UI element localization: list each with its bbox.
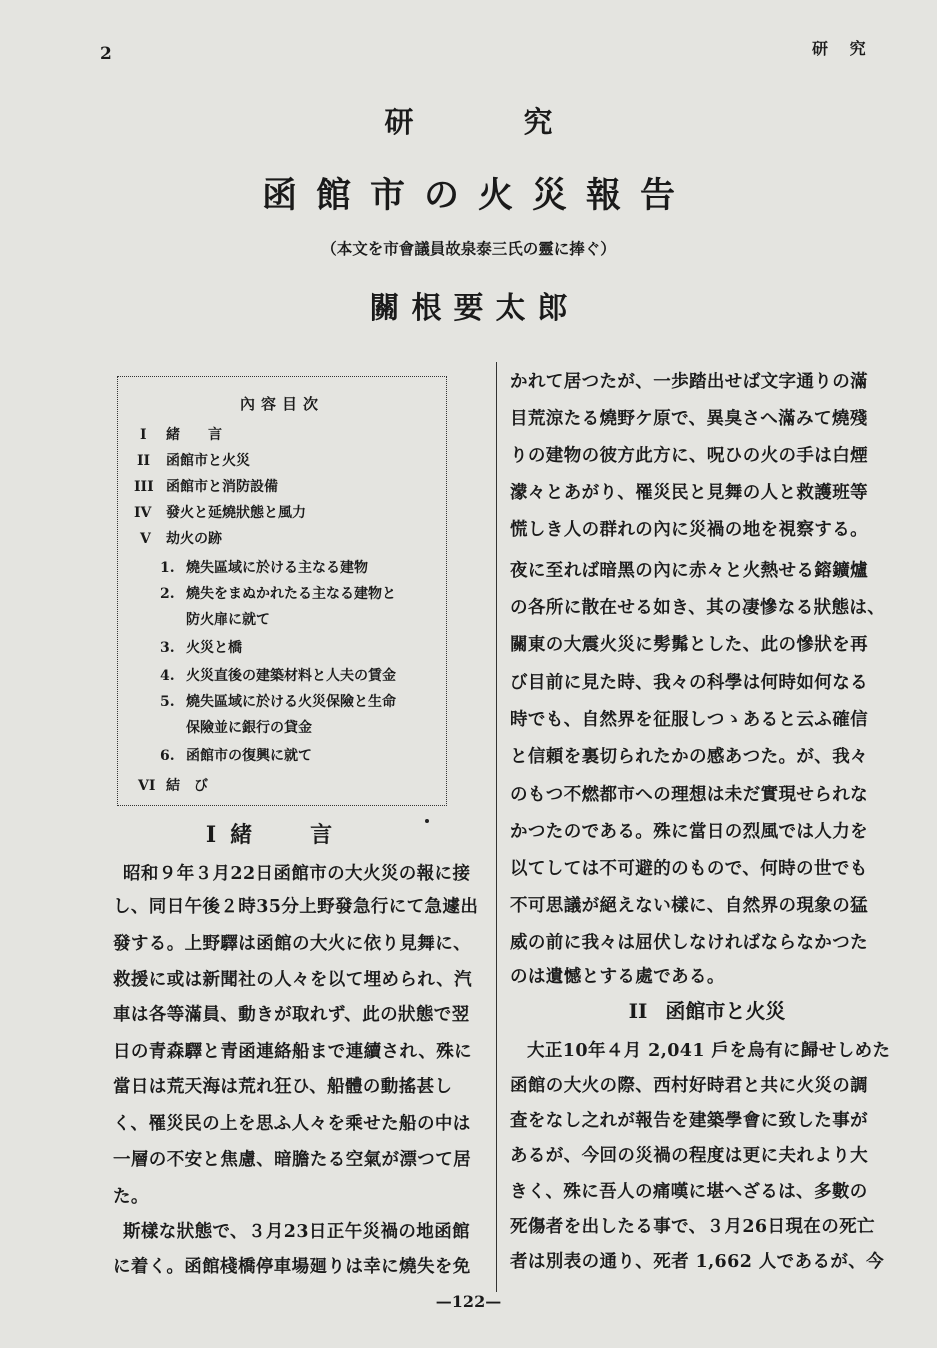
- body-text-line: に着く。函館棧橋停車場廻りは幸に燒失を免: [113, 1257, 471, 1277]
- body-text-line: 不可思議が絕えない樣に、自然界の現象の猛: [510, 896, 868, 916]
- section-heading-number: II: [628, 999, 648, 1023]
- body-text-line: のは遺憾とする處である。: [510, 967, 725, 987]
- toc-item-number: I: [140, 427, 147, 443]
- toc-item: [137, 450, 250, 470]
- toc-item-text: 保險並に銀行の貸金: [186, 720, 312, 736]
- toc-subitem: [160, 637, 242, 657]
- body-text-line: 夜に至れば暗黑の內に赤々と火熱せる鎔鑛爐: [510, 561, 868, 581]
- body-text-line: 日の青森驛と青函連絡船まで連續され、殊に: [113, 1042, 473, 1062]
- toc-item-text: 函館市の復興に就て: [186, 748, 312, 764]
- toc-item-text: 火災直後の建築材料と人夫の賃金: [186, 668, 396, 684]
- body-text-line: 慌しき人の群れの內に災禍の地を視察する。: [510, 520, 868, 540]
- body-text-line: 時でも、自然界を征服しつゝあると云ふ確信: [510, 710, 868, 730]
- toc-item-text: 緒 言: [166, 427, 222, 443]
- body-text-line: 斯樣な狀態で、３月23日正午災禍の地函館: [123, 1222, 471, 1242]
- section-heading-hakodate-fires: [497, 995, 917, 1024]
- toc-subitem: [160, 583, 396, 603]
- toc-item-number: 3.: [160, 640, 175, 656]
- author-name: 關根要太郎: [369, 291, 580, 326]
- toc-item-number: V: [140, 531, 151, 547]
- body-text-line: た。: [113, 1187, 149, 1207]
- body-text-line: のもつ不燃都市への理想は未だ實現せられな: [510, 785, 868, 805]
- toc-item-number: 6.: [160, 748, 175, 764]
- toc-item: [134, 502, 306, 522]
- page-number-footer: —122—: [435, 1292, 502, 1311]
- toc-item-text: 發火と延燒狀態と風力: [166, 505, 306, 521]
- column-divider: [496, 362, 497, 1292]
- body-text-line: かれて居つたが、一歩踏出せば文字通りの滿: [510, 372, 868, 392]
- body-text-line: きく、殊に吾人の痛嘆に堪へざるは、多數の: [510, 1182, 868, 1202]
- toc-item: [140, 424, 222, 444]
- body-text-line: 死傷者を出したる事で、３月26日現在の死亡: [510, 1217, 875, 1237]
- body-text-line: 車は各等滿員、動きが取れず、此の狀態で翌: [113, 1005, 470, 1025]
- toc-title: 內容目次: [239, 395, 324, 413]
- body-text-line: 函館の大火の際、西村好時君と共に火災の調: [510, 1076, 868, 1096]
- toc-item-number: 4.: [160, 668, 175, 684]
- toc-item-number: 1.: [160, 560, 175, 576]
- body-text-line: 目荒涼たる燒野ケ原で、異臭さへ滿みて燒殘: [510, 409, 868, 429]
- toc-subitem-continued: [186, 609, 270, 629]
- body-text-line: 一層の不安と焦慮、暗膽たる空氣が漂つて居: [113, 1150, 471, 1170]
- section-heading-title: 緒言: [230, 822, 391, 848]
- body-text-line: し、同日午後２時35分上野發急行にて急遽出: [113, 897, 479, 917]
- body-text-line: りの建物の彼方此方に、呪ひの火の手は白煙: [510, 446, 868, 466]
- toc-item-number: IV: [134, 505, 152, 521]
- toc-subitem: [160, 665, 396, 685]
- toc-item-text: 燒失區域に於ける主なる建物: [186, 560, 368, 576]
- toc-item-text: 火災と橋: [186, 640, 242, 656]
- toc-item: [134, 476, 278, 496]
- body-text-line: 發する。上野驛は函館の大火に依り見舞に、: [113, 934, 471, 954]
- body-text-line: 以てしては不可避的のもので、何時の世でも: [510, 859, 868, 879]
- body-text-line: 者は別表の通り、死者 1,662 人であるが、今: [510, 1252, 885, 1272]
- body-text-line: 大正10年４月 2,041 戶を烏有に歸せしめた: [527, 1041, 891, 1061]
- body-text-line: 濛々とあがり、罹災民と見舞の人と救護班等: [510, 483, 868, 503]
- section-heading-introduction: [113, 818, 483, 849]
- body-text-line: あるが、今回の災禍の程度は更に夫れより大: [510, 1146, 868, 1166]
- toc-item-number: 5.: [160, 694, 175, 710]
- toc-item: [138, 775, 208, 795]
- dedication: （本文を市會議員故泉泰三氏の靈に捧ぐ）: [321, 239, 616, 258]
- toc-subitem: [160, 557, 368, 577]
- body-text-line: の各所に散在せる如き、其の凄慘なる狀態は、: [510, 598, 886, 618]
- body-text-line: と信頼を裏切られたかの感あつた。が、我々: [510, 747, 868, 767]
- toc-item-text: 燒失をまぬかれたる主なる建物と: [186, 586, 396, 602]
- main-title: 函館市の火災報告: [261, 175, 694, 216]
- running-head: 研 究: [812, 39, 874, 58]
- section-title: 研究: [384, 105, 663, 139]
- toc-item: [140, 528, 222, 548]
- body-text-line: く、罹災民の上を思ふ人々を乘せた船の中は: [113, 1114, 471, 1134]
- body-text-line: 査をなし之れが報告を建築學會に致した事が: [510, 1111, 868, 1131]
- section-heading-title: 函館市と火災: [665, 999, 786, 1023]
- body-text-line: 救援に或は新聞社の人々を以て埋められ、汽: [113, 970, 473, 990]
- toc-subitem-continued: [186, 717, 312, 737]
- body-text-line: 昭和９年３月22日函館市の大火災の報に接: [123, 864, 471, 884]
- toc-item-text: 結 び: [166, 778, 208, 794]
- toc-item-number: II: [137, 453, 151, 469]
- table-of-contents: [117, 376, 447, 806]
- toc-item-text: 劫火の跡: [166, 531, 222, 547]
- toc-item-text: 防火扉に就て: [186, 612, 270, 628]
- page-number-top: 2: [100, 44, 112, 64]
- toc-subitem: [160, 745, 312, 765]
- body-text-line: 當日は荒天海は荒れ狂ひ、船體の動搖甚し: [113, 1077, 453, 1097]
- body-text-line: び目前に見た時、我々の科學は何時如何なる: [510, 673, 868, 693]
- section-heading-number: I: [205, 822, 217, 848]
- toc-item-text: 函館市と消防設備: [166, 479, 278, 495]
- toc-item-text: 函館市と火災: [166, 453, 250, 469]
- toc-subitem: [160, 691, 396, 711]
- toc-item-number: III: [134, 479, 154, 495]
- body-text-line: 威の前に我々は屈伏しなければならなかつた: [510, 933, 868, 953]
- toc-item-number: 2.: [160, 586, 175, 602]
- body-text-line: 關東の大震火災に髣髴とした、此の慘狀を再: [510, 635, 868, 655]
- body-text-line: かつたのである。殊に當日の烈風では人力を: [510, 822, 868, 842]
- toc-item-text: 燒失區域に於ける火災保險と生命: [186, 694, 396, 710]
- toc-item-number: VI: [138, 778, 156, 794]
